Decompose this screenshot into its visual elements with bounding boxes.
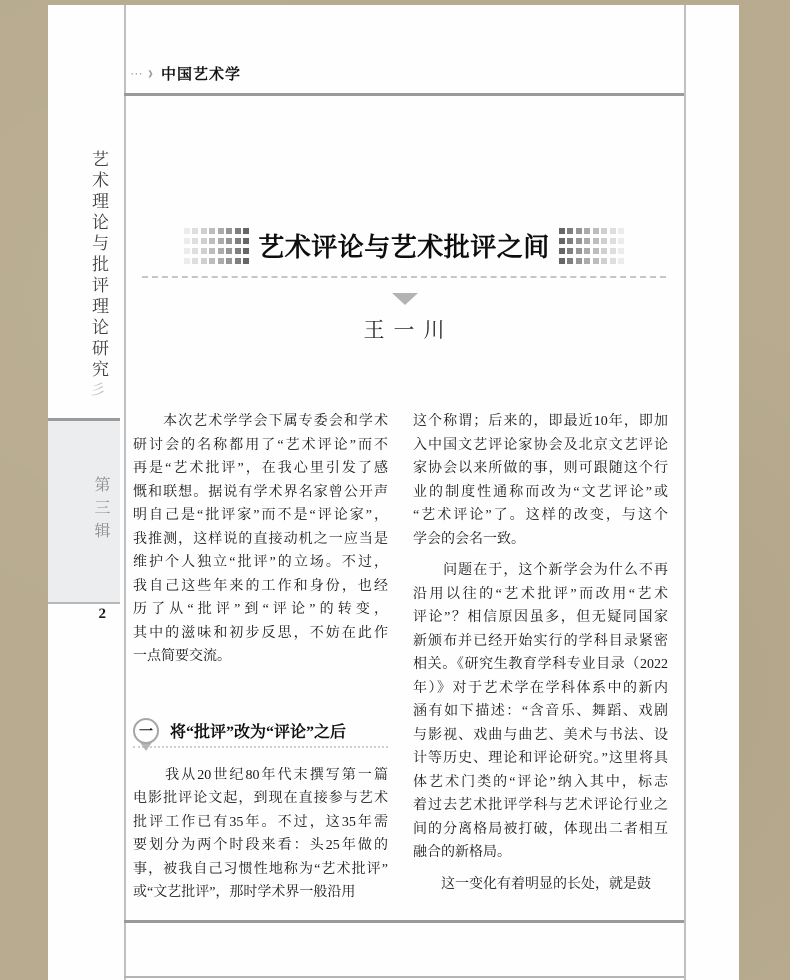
volume-box — [48, 418, 120, 604]
dots-icon: ⋯ — [130, 66, 144, 81]
dot-matrix-left-icon — [184, 228, 250, 264]
wave-strokes-icon: 彡 — [88, 380, 107, 401]
chevron-right-icon: › — [148, 62, 153, 85]
footer-rule — [124, 976, 684, 978]
series-vertical-title: 艺术理论与批评理论研究 — [89, 150, 108, 381]
left-column-rule — [124, 5, 126, 980]
text-area-bottom-rule — [124, 920, 684, 923]
running-head — [130, 63, 241, 84]
header-rule — [124, 93, 684, 96]
volume-label: 第三辑 — [92, 476, 109, 545]
paragraph: 问题在于，这个新学会为什么不再 沿用以往的“艺术批评”而改用“艺术 评论”？相信原因虽多，但无疑同国家 新颁布并已经开始实行的学科目录紧密 相关。《研究生教育学科专业目录（2022 年）》对于艺术学在学科体系中的新内 涵有如下描述：“含音乐、舞蹈、戏剧 与影视、戏曲与曲艺、美术与书法、设 计等历史、理论和评论研究。”这里将具 体艺术门类的“评论”纳入其中，标志 着过去艺术批评学科与艺术评论行业之 间的分离格局被打破，体现出二者相互 融合的新格局。 — [413, 563, 668, 860]
section-heading — [133, 714, 388, 748]
paragraph: 这个称谓；后来的，即最近10年，即加 入中国文艺评论家协会及北京文艺评论 家协会以来所做的事，则可跟随这个行 业的制度性通称而改为“文艺评论”或 “艺术评论”了。这样的改变，与这个 学会的会名一致。 — [413, 414, 668, 547]
article-title-block — [124, 227, 684, 264]
paragraph: 这一变化有着明显的长处，就是鼓 — [413, 876, 651, 892]
author-name: 王一川 — [363, 318, 454, 342]
section-marker-pin-icon — [133, 718, 159, 744]
page-number: 2 — [98, 606, 106, 622]
title-dashed-rule — [142, 276, 666, 278]
right-column-rule — [684, 5, 686, 980]
text-column-left — [133, 410, 388, 905]
dot-matrix-right-icon — [559, 228, 625, 264]
article-title: 艺术评论与艺术批评之间 — [258, 232, 550, 262]
book-page — [48, 5, 739, 980]
down-triangle-icon — [392, 293, 418, 305]
section-heading-dotted-rule — [133, 746, 388, 748]
section-number: 一 — [133, 718, 159, 744]
section-heading-label: 将“批评”改为“评论”之后 — [170, 724, 347, 741]
paragraph: 我从20世纪80年代末撰写第一篇 电影批评论文起，到现在直接参与艺术 批评工作已有35年。不过，这35年需 要划分为两个时段来看：头25年做的 事，被我自己习惯性地称为“艺术批评” 或“文艺批评”，那时学术界一般沿用 — [133, 767, 388, 900]
running-head-label: 中国艺术学 — [161, 66, 242, 83]
text-column-right — [413, 410, 668, 896]
paragraph: 本次艺术学学会下属专委会和学术 研讨会的名称都用了“艺术评论”而不 再是“艺术批评”，在我心里引发了感 慨和联想。据说有学术界名家曾公开声 明自己是“批评家”而不是“评论家”， 我推测，这样说的直接动机之一应当是 维护个人独立“批评”的立场。不过， 我自己这些年来的工作和身份，也经 历了从“批评”到“评论”的转变， 其中的滋味和初步反思，不妨在此作 一点简要交流。 — [133, 414, 388, 664]
